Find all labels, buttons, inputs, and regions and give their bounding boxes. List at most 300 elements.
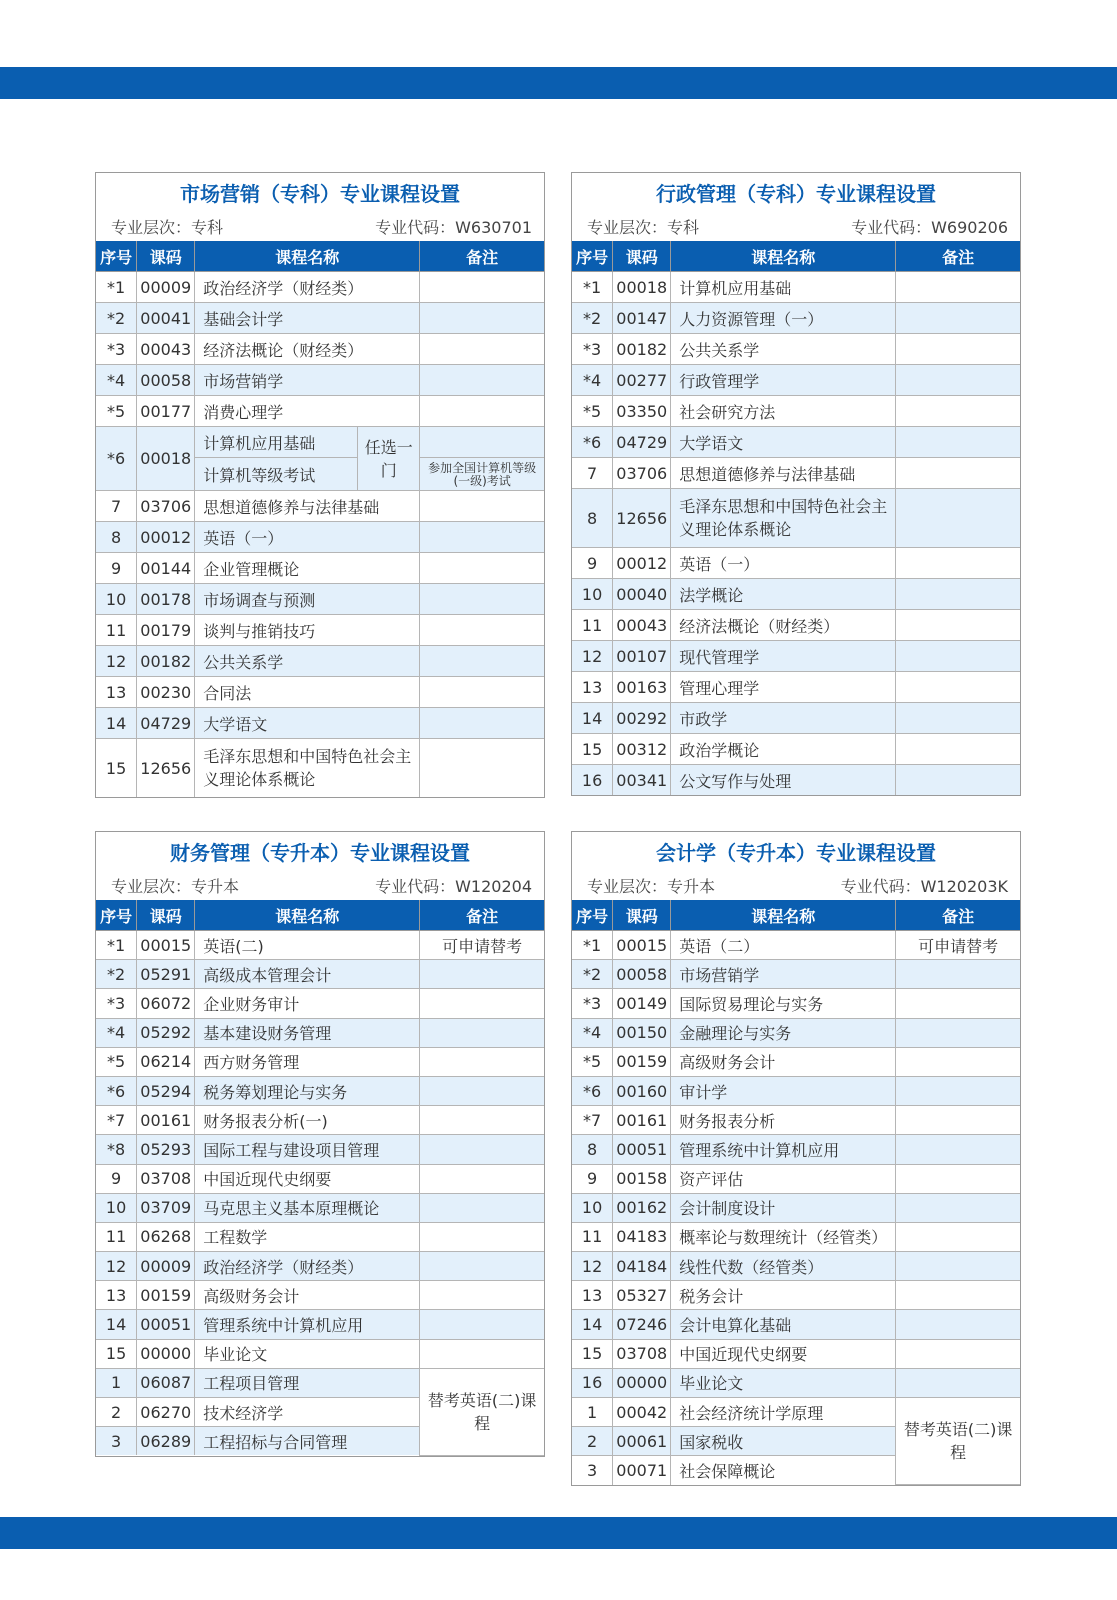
col-name: 课程名称 xyxy=(671,900,896,931)
major-level: 专业层次：专科 xyxy=(587,218,700,237)
name-cell: 市场营销学 xyxy=(195,365,420,396)
col-code: 课码 xyxy=(613,241,671,272)
seq-cell: 12 xyxy=(572,1252,613,1281)
table-header xyxy=(96,900,544,931)
name-cell: 金融理论与实务 xyxy=(671,1018,896,1047)
col-code: 课码 xyxy=(613,900,671,931)
table-row xyxy=(96,334,544,365)
note-cell xyxy=(420,427,544,458)
name-cell: 社会经济统计学原理 xyxy=(671,1398,896,1427)
seq-cell: 3 xyxy=(572,1456,613,1485)
code-cell: 03708 xyxy=(613,1339,671,1368)
table-row xyxy=(572,1368,1020,1397)
name-cell: 管理系统中计算机应用 xyxy=(195,1310,420,1339)
code-cell: 00182 xyxy=(137,646,195,677)
note-cell xyxy=(896,734,1020,765)
col-name: 课程名称 xyxy=(195,900,420,931)
seq-cell: 13 xyxy=(572,1281,613,1310)
code-cell: 00015 xyxy=(137,931,195,960)
name-cell: 社会保障概论 xyxy=(671,1456,896,1485)
code-cell: 00230 xyxy=(137,677,195,708)
table-row xyxy=(572,1252,1020,1281)
name-cell: 中国近现代史纲要 xyxy=(671,1339,896,1368)
table-row xyxy=(572,765,1020,796)
code-cell: 00277 xyxy=(613,365,671,396)
note-cell xyxy=(896,1193,1020,1222)
name-cell: 思想道德修养与法律基础 xyxy=(671,458,896,489)
table-row xyxy=(96,1193,544,1222)
table-row xyxy=(96,1281,544,1310)
note-cell: 参加全国计算机等级(一级)考试 xyxy=(420,458,544,491)
name-cell: 税务筹划理论与实务 xyxy=(195,1076,420,1105)
table-row xyxy=(572,931,1020,960)
table-header xyxy=(572,900,1020,931)
code-cell: 00182 xyxy=(613,334,671,365)
seq-cell: 2 xyxy=(572,1427,613,1456)
seq-cell: *5 xyxy=(572,1047,613,1076)
name-cell: 法学概论 xyxy=(671,579,896,610)
seq-cell: *4 xyxy=(572,1018,613,1047)
panel-title: 市场营销（专科）专业课程设置 xyxy=(180,182,460,206)
note-cell xyxy=(896,989,1020,1018)
major-level: 专业层次：专升本 xyxy=(111,877,240,896)
name-cell: 市场调查与预测 xyxy=(195,584,420,615)
table-row xyxy=(96,1339,544,1368)
code-cell: 00009 xyxy=(137,1252,195,1281)
panel-accounting xyxy=(571,831,1021,1486)
seq-cell: *3 xyxy=(96,989,137,1018)
col-code: 课码 xyxy=(137,241,195,272)
code-cell: 00000 xyxy=(137,1339,195,1368)
seq-cell: 7 xyxy=(572,458,613,489)
seq-cell: *2 xyxy=(572,303,613,334)
code-cell: 00159 xyxy=(613,1047,671,1076)
code-cell: 05292 xyxy=(137,1018,195,1047)
table-row xyxy=(96,1252,544,1281)
table-row xyxy=(96,708,544,739)
note-cell xyxy=(896,1368,1020,1397)
seq-cell: 12 xyxy=(96,646,137,677)
table-row xyxy=(96,1164,544,1193)
seq-cell: 14 xyxy=(96,1310,137,1339)
code-cell: 03706 xyxy=(137,491,195,522)
code-cell: 00179 xyxy=(137,615,195,646)
table-row xyxy=(572,365,1020,396)
code-cell: 06268 xyxy=(137,1222,195,1251)
seq-cell: 9 xyxy=(572,1164,613,1193)
code-cell: 00071 xyxy=(613,1456,671,1485)
note-cell xyxy=(896,579,1020,610)
seq-cell: *3 xyxy=(572,334,613,365)
note-cell xyxy=(420,1193,544,1222)
code-cell: 03709 xyxy=(137,1193,195,1222)
note-cell xyxy=(420,1310,544,1339)
table-row xyxy=(572,579,1020,610)
major-level: 专业层次：专升本 xyxy=(587,877,716,896)
note-cell xyxy=(896,1018,1020,1047)
note-cell xyxy=(896,272,1020,303)
seq-cell: 11 xyxy=(96,1222,137,1251)
code-cell: 00312 xyxy=(613,734,671,765)
course-table xyxy=(572,241,1020,795)
name-cell: 计算机应用基础 xyxy=(671,272,896,303)
table-row xyxy=(96,989,544,1018)
name-cell: 谈判与推销技巧 xyxy=(195,615,420,646)
note-cell xyxy=(896,960,1020,989)
table-row xyxy=(572,1135,1020,1164)
seq-cell: 14 xyxy=(572,703,613,734)
note-cell xyxy=(420,553,544,584)
table-row xyxy=(96,272,544,303)
note-cell xyxy=(896,1339,1020,1368)
seq-cell: 9 xyxy=(96,1164,137,1193)
col-name: 课程名称 xyxy=(195,241,420,272)
table-row xyxy=(572,960,1020,989)
table-row xyxy=(572,1018,1020,1047)
note-cell xyxy=(896,1252,1020,1281)
note-cell xyxy=(420,1135,544,1164)
note-cell xyxy=(420,1252,544,1281)
col-note: 备注 xyxy=(420,241,544,272)
seq-cell: 11 xyxy=(572,610,613,641)
col-seq: 序号 xyxy=(572,900,613,931)
name-cell: 现代管理学 xyxy=(671,641,896,672)
table-row xyxy=(572,303,1020,334)
note-cell xyxy=(420,677,544,708)
table-row xyxy=(572,1398,1020,1427)
seq-cell: 16 xyxy=(572,1368,613,1397)
panel-title: 行政管理（专科）专业课程设置 xyxy=(656,182,936,206)
name-cell: 高级财务会计 xyxy=(195,1281,420,1310)
code-cell: 03708 xyxy=(137,1164,195,1193)
panel-info xyxy=(96,211,544,241)
name-cell: 公共关系学 xyxy=(671,334,896,365)
seq-cell: 12 xyxy=(572,641,613,672)
name-cell: 英语（一） xyxy=(195,522,420,553)
table-row xyxy=(572,548,1020,579)
code-cell: 05291 xyxy=(137,960,195,989)
code-cell: 00177 xyxy=(137,396,195,427)
seq-cell: *7 xyxy=(96,1106,137,1135)
seq-cell: 7 xyxy=(96,491,137,522)
name-cell: 公文写作与处理 xyxy=(671,765,896,796)
seq-cell: 16 xyxy=(572,765,613,796)
major-code: 专业代码：W120204 xyxy=(375,877,532,896)
note-cell xyxy=(420,708,544,739)
code-cell: 00163 xyxy=(613,672,671,703)
table-row xyxy=(572,458,1020,489)
name-cell: 审计学 xyxy=(671,1076,896,1105)
table-row xyxy=(572,1106,1020,1135)
code-cell: 00051 xyxy=(613,1135,671,1164)
choice-cell: 任选一门 xyxy=(358,427,420,491)
panel-info xyxy=(572,211,1020,241)
code-cell: 00144 xyxy=(137,553,195,584)
panel-administration xyxy=(571,172,1021,796)
code-cell: 00147 xyxy=(613,303,671,334)
course-table xyxy=(96,900,544,1456)
note-cell xyxy=(896,1310,1020,1339)
table-row xyxy=(96,427,544,458)
note-cell xyxy=(420,584,544,615)
code-cell: 05294 xyxy=(137,1076,195,1105)
seq-cell: 13 xyxy=(96,677,137,708)
name-cell: 行政管理学 xyxy=(671,365,896,396)
name-cell: 英语(二) xyxy=(195,931,420,960)
table-row xyxy=(572,427,1020,458)
col-code: 课码 xyxy=(137,900,195,931)
code-cell: 00015 xyxy=(613,931,671,960)
code-cell: 03706 xyxy=(613,458,671,489)
note-cell: 可申请替考 xyxy=(420,931,544,960)
code-cell: 06270 xyxy=(137,1398,195,1427)
name-cell: 政治学概论 xyxy=(671,734,896,765)
seq-cell: *5 xyxy=(572,396,613,427)
note-cell xyxy=(896,703,1020,734)
code-cell: 04729 xyxy=(137,708,195,739)
name-cell: 毕业论文 xyxy=(671,1368,896,1397)
col-seq: 序号 xyxy=(96,241,137,272)
table-row xyxy=(572,1281,1020,1310)
table-row xyxy=(96,491,544,522)
table-row xyxy=(96,365,544,396)
table-row xyxy=(96,739,544,798)
seq-cell: 8 xyxy=(572,1135,613,1164)
seq-cell: 14 xyxy=(96,708,137,739)
table-row xyxy=(96,303,544,334)
code-cell: 06289 xyxy=(137,1427,195,1456)
course-table xyxy=(572,900,1020,1485)
name-cell: 经济法概论（财经类） xyxy=(195,334,420,365)
code-cell: 00149 xyxy=(613,989,671,1018)
code-cell: 00159 xyxy=(137,1281,195,1310)
seq-cell: *3 xyxy=(572,989,613,1018)
table-row xyxy=(96,1310,544,1339)
name-cell: 马克思主义基本原理概论 xyxy=(195,1193,420,1222)
note-cell xyxy=(420,1106,544,1135)
seq-cell: *1 xyxy=(96,931,137,960)
panel-info xyxy=(96,870,544,900)
code-cell: 00341 xyxy=(613,765,671,796)
table-row xyxy=(572,641,1020,672)
name-cell: 思想道德修养与法律基础 xyxy=(195,491,420,522)
table-row xyxy=(572,610,1020,641)
name-cell: 财务报表分析 xyxy=(671,1106,896,1135)
table-row xyxy=(96,584,544,615)
table-row xyxy=(572,1047,1020,1076)
seq-cell: 14 xyxy=(572,1310,613,1339)
name-cell: 技术经济学 xyxy=(195,1398,420,1427)
name-cell: 大学语文 xyxy=(671,427,896,458)
table-row xyxy=(572,272,1020,303)
name-cell: 英语（一） xyxy=(671,548,896,579)
course-table xyxy=(96,241,544,797)
note-cell xyxy=(896,765,1020,796)
code-cell: 06072 xyxy=(137,989,195,1018)
seq-cell: 9 xyxy=(96,553,137,584)
seq-cell: 8 xyxy=(96,522,137,553)
name-cell: 经济法概论（财经类） xyxy=(671,610,896,641)
name-cell: 概率论与数理统计（经管类） xyxy=(671,1222,896,1251)
note-cell xyxy=(420,334,544,365)
seq-cell: 2 xyxy=(96,1398,137,1427)
note-cell xyxy=(896,1047,1020,1076)
table-row xyxy=(572,334,1020,365)
code-cell: 00043 xyxy=(613,610,671,641)
code-cell: 00040 xyxy=(613,579,671,610)
seq-cell: 15 xyxy=(572,1339,613,1368)
seq-cell: 15 xyxy=(572,734,613,765)
seq-cell: 10 xyxy=(96,584,137,615)
code-cell: 03350 xyxy=(613,396,671,427)
table-row xyxy=(572,1222,1020,1251)
name-cell: 毛泽东思想和中国特色社会主义理论体系概论 xyxy=(195,739,420,798)
panel-info xyxy=(572,870,1020,900)
note-cell xyxy=(896,396,1020,427)
code-cell: 12656 xyxy=(613,489,671,548)
major-level: 专业层次：专科 xyxy=(111,218,224,237)
seq-cell: *4 xyxy=(96,365,137,396)
seq-cell: *1 xyxy=(572,272,613,303)
note-cell xyxy=(420,1076,544,1105)
seq-cell: 10 xyxy=(572,579,613,610)
seq-cell: *2 xyxy=(96,303,137,334)
name-cell: 市场营销学 xyxy=(671,960,896,989)
name-cell: 会计制度设计 xyxy=(671,1193,896,1222)
seq-cell: *8 xyxy=(96,1135,137,1164)
code-cell: 00150 xyxy=(613,1018,671,1047)
name-cell: 管理系统中计算机应用 xyxy=(671,1135,896,1164)
name-cell: 企业财务审计 xyxy=(195,989,420,1018)
table-row xyxy=(572,1310,1020,1339)
note-cell xyxy=(420,522,544,553)
note-cell xyxy=(896,548,1020,579)
bottom-banner xyxy=(0,1517,1117,1549)
name-cell: 基本建设财务管理 xyxy=(195,1018,420,1047)
table-header xyxy=(572,241,1020,272)
code-cell: 00012 xyxy=(137,522,195,553)
name-cell: 西方财务管理 xyxy=(195,1047,420,1076)
col-seq: 序号 xyxy=(96,900,137,931)
panel-marketing xyxy=(95,172,545,798)
code-cell: 00178 xyxy=(137,584,195,615)
name-cell: 高级财务会计 xyxy=(671,1047,896,1076)
table-row xyxy=(96,1222,544,1251)
panel-financial-management xyxy=(95,831,545,1457)
table-row xyxy=(572,1193,1020,1222)
name-cell: 国家税收 xyxy=(671,1427,896,1456)
seq-cell: 11 xyxy=(96,615,137,646)
table-row xyxy=(96,396,544,427)
note-cell xyxy=(420,960,544,989)
name-cell: 计算机应用基础 xyxy=(195,427,358,458)
code-cell: 06087 xyxy=(137,1368,195,1397)
seq-cell: 12 xyxy=(96,1252,137,1281)
seq-cell: *4 xyxy=(96,1018,137,1047)
note-cell xyxy=(896,610,1020,641)
seq-cell: 1 xyxy=(572,1398,613,1427)
code-cell: 04183 xyxy=(613,1222,671,1251)
code-cell: 00058 xyxy=(137,365,195,396)
seq-cell: 1 xyxy=(96,1368,137,1397)
col-name: 课程名称 xyxy=(671,241,896,272)
table-row xyxy=(572,1076,1020,1105)
table-row xyxy=(572,989,1020,1018)
note-cell xyxy=(896,1222,1020,1251)
panel-title: 会计学（专升本）专业课程设置 xyxy=(656,841,936,865)
note-cell xyxy=(896,334,1020,365)
code-cell: 00058 xyxy=(613,960,671,989)
name-cell: 政治经济学（财经类） xyxy=(195,1252,420,1281)
code-cell: 00292 xyxy=(613,703,671,734)
note-cell xyxy=(896,1135,1020,1164)
note-cell xyxy=(420,1339,544,1368)
code-cell: 00158 xyxy=(613,1164,671,1193)
seq-cell: 15 xyxy=(96,1339,137,1368)
table-row xyxy=(572,489,1020,548)
table-row xyxy=(96,1368,544,1397)
code-cell: 05293 xyxy=(137,1135,195,1164)
name-cell: 人力资源管理（一） xyxy=(671,303,896,334)
name-cell: 管理心理学 xyxy=(671,672,896,703)
seq-cell: *3 xyxy=(96,334,137,365)
table-row xyxy=(96,522,544,553)
code-cell: 12656 xyxy=(137,739,195,798)
seq-cell: 11 xyxy=(572,1222,613,1251)
top-banner xyxy=(0,67,1117,99)
note-cell xyxy=(896,1076,1020,1105)
name-cell: 税务会计 xyxy=(671,1281,896,1310)
note-cell xyxy=(420,989,544,1018)
code-cell: 00161 xyxy=(137,1106,195,1135)
name-cell: 会计电算化基础 xyxy=(671,1310,896,1339)
name-cell: 国际工程与建设项目管理 xyxy=(195,1135,420,1164)
seq-cell: *1 xyxy=(96,272,137,303)
name-cell: 工程招标与合同管理 xyxy=(195,1427,420,1456)
name-cell: 英语（二） xyxy=(671,931,896,960)
seq-cell: *2 xyxy=(96,960,137,989)
code-cell: 07246 xyxy=(613,1310,671,1339)
note-cell xyxy=(896,489,1020,548)
table-row xyxy=(572,1164,1020,1193)
table-row xyxy=(96,615,544,646)
name-cell: 市政学 xyxy=(671,703,896,734)
code-cell: 00012 xyxy=(613,548,671,579)
name-cell: 工程数学 xyxy=(195,1222,420,1251)
code-cell: 00161 xyxy=(613,1106,671,1135)
note-cell xyxy=(420,303,544,334)
note-cell xyxy=(420,1281,544,1310)
note-cell xyxy=(896,458,1020,489)
major-code: 专业代码：W120203K xyxy=(840,877,1008,896)
code-cell: 00051 xyxy=(137,1310,195,1339)
note-cell xyxy=(420,646,544,677)
table-row xyxy=(96,1106,544,1135)
table-row xyxy=(96,553,544,584)
name-cell: 毛泽东思想和中国特色社会主义理论体系概论 xyxy=(671,489,896,548)
code-cell: 00042 xyxy=(613,1398,671,1427)
code-cell: 05327 xyxy=(613,1281,671,1310)
seq-cell: *6 xyxy=(572,1076,613,1105)
table-row xyxy=(572,1339,1020,1368)
table-row xyxy=(96,1076,544,1105)
note-cell xyxy=(896,1164,1020,1193)
name-cell: 中国近现代史纲要 xyxy=(195,1164,420,1193)
note-cell xyxy=(420,1018,544,1047)
seq-cell: 9 xyxy=(572,548,613,579)
note-cell xyxy=(420,272,544,303)
note-cell: 可申请替考 xyxy=(896,931,1020,960)
